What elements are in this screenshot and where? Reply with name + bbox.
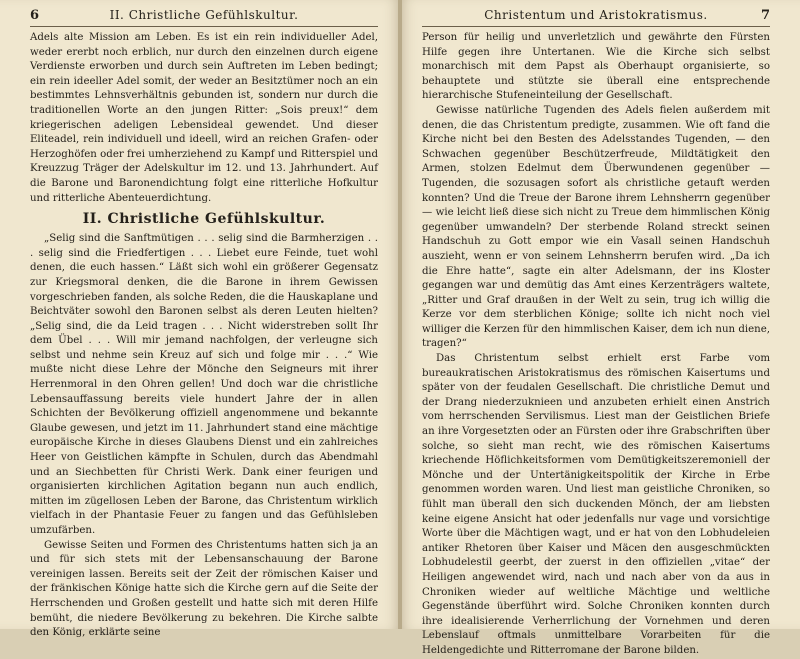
paragraph: Adels alte Mission am Leben. Es ist ein rein individueller Adel, weder ererbt noch erblich, nur durch den einzelnen durch eigene Verdienste erworben und durch sein Auftreten im Leben bedingt; ein rein ideeller Adel somit, der weder an Besitztümer noch an ein bestimmtes Lehnsverhältnis gebunden ist, sondern nur durch die traditionellen Worte an den jungen Ritter: „Sois preux!“ dem kriegerischen adeligen Lebensideal gewendet. Und dieser Eliteadel, rein individuell und ideell, wird an reichen Grafen- oder Herzoghöfen oder frei umherziehend zu Kampf und Ritterspiel und Kreuzzug Träger der Adelskultur im 12. und 13. Jahrhundert. Auf die Barone und Baronendichtung folgt eine ritterliche Hofkultur und ritterliche Abenteuerdichtung. [30, 32, 378, 204]
section-heading: II. Christliche Gefühlskultur. [82, 211, 326, 228]
page-number: 7 [760, 8, 770, 23]
running-head: II. Christliche Gefühlskultur. [109, 8, 299, 22]
paragraph: Person für heilig und unverletzlich und gewährte den Fürsten Hilfe gegen ihre Untertanen. Wie die Kirche sich selbst monarchisch mit dem Papst als Oberhaupt organisierte, so behauptete und stützte sie überall eine entsprechende hierarchische Stufeneinteilung der Gesellschaft. [422, 32, 770, 102]
right-page-header [422, 8, 770, 27]
page-number: 6 [30, 8, 40, 23]
book-gutter [398, 0, 402, 629]
right-page [400, 0, 800, 656]
paragraph: Das Christentum selbst erhielt erst Farbe vom bureaukratischen Aristokratismus des römischen Kaisertums und später von der feudalen Gesellschaft. Die christliche Demut und der Drang niederzuknieen und anzubeten erhielt einen Anstrich vom herrschenden Servilismus. Liest man der Geistlichen Briefe an ihre Vorgesetzten oder an Fürsten oder ihre Grabschriften über solche, so sieht man recht, wie des römischen Kaisertums kriechende Höflichkeitsformen vom Demütigkeitszeremoniell der Mönche und der Untertänigkeitspolitik der Kirche in Erbe genommen worden waren. Und liest man geistliche Chroniken, so fühlt man überall den sich duckenden Mönch, der am liebsten keine eigene Ansicht hat oder jedenfalls nur vage und vorsichtige Worte über die Mächtigen wagt, und er hat von den Lobhudeleien antiker Rhetoren über Kaiser und Mäcen den ausgeschmückten Lobhudelestil geerbt, der zuerst in den offiziellen „vitae“ der Heiligen angewendet wird, nach und nach aber von da aus in Chroniken wieder auf weltliche Mächtige und weltliche Gegenstände überführt wird. Solche Chroniken konnten durch ihre idealisierende Verherrlichung der Vornehmen und deren Lebenslauf oftmals unmittelbare Vorarbeiten für die Heldengedichte und Ritterromane der Barone bilden. [422, 353, 770, 656]
paragraph: „Selig sind die Sanftmütigen . . . selig sind die Barmherzigen . . . selig sind die Friedfertigen . . . Liebet eure Feinde, tuet wohl denen, die euch hassen.“ Läßt sich wohl ein größerer Gegensatz zur Kriegsmoral denken, die die Barone in ihrem Gewissen vorgeschrieben fanden, als solche Reden, die die Hauskaplane und Beichtväter sowohl den Baronen selbst als deren Leuten hielten? „Selig sind, die da Leid tragen . . . Nicht widerstreben sollt Ihr dem Übel . . . Will mir jemand nachfolgen, der verleugne sich selbst und nehme sein Kreuz auf sich und folge mir . . .“ Wie mußte nicht diese Lehre der Mönche den Seigneurs mit ihrer Herrenmoral in den Ohren gellen! Und doch war die christliche Lebensauffassung bereits viele hundert Jahre der in allen Schichten der Bevölkerung offiziell angenommene und bekannte Glaube gewesen, und jetzt im 11. Jahrhundert stand eine mächtige europäische Kirche in dieses Glaubens Dienst und ein zahlreiches Heer von Geistlichen kämpfte in Schulen, durch das Abendmahl und an Siechbetten für Christi Werk. Dank einer feurigen und organisierten kirchlichen Agitation begann nun auch endlich, mitten im zügellosen Leben der Barone, das Christentum wirklich vielfach in der Phantasie Feuer zu fangen und das Gefühlsleben umzufärben. [30, 233, 378, 536]
paragraph: Gewisse Seiten und Formen des Christentums hatten sich ja an und für sich stets mit der Lebensanschauung der Barone vereinigen lassen. Bereits seit der Zeit der römischen Kaiser und der fränkischen Könige hatte sich die Kirche gern auf die Seite der Herrschenden und Großen gestellt und hatte sich mit deren Hilfe bemüht, die niedere Bevölkerung zu bekehren. Die Kirche salbte den König, erklärte seine [30, 539, 378, 639]
left-page [0, 0, 400, 639]
paragraph: Gewisse natürliche Tugenden des Adels fielen außerdem mit denen, die das Christentum predigte, zusammen. Wie oft fand die Kirche nicht bei den Besten des Adelsstandes Tugenden, — den Schwachen gegenüber Beschützerfreude, Mildtätigkeit den Armen, stolzen Edelmut dem Überwundenen gegenüber — Tugenden, die sozusagen sofort als christliche getauft werden konnten? Und die Treue der Barone ihrem Lehnsherrn gegenüber — wie leicht ließ diese sich nicht zu Treue dem himmlischen König gegenüber umwandeln? Der sterbende Roland streckt seinen Handschuh zu Gott empor wie ein Vasall seinen Handschuh auszieht, wenn er von seinem Lehnsherrn berufen wird. „Da ich die Ehre hatte“, sagte ein alter Adelsmann, der ins Kloster gegangen war und demütig das Amt eines Kerzenträgers waltete, „Ritter und Graf draußen in der Welt zu sein, trug ich willig die Kerze vor dem sterblichen Könige; sollte ich nicht noch viel williger die Kerzen für den himmlischen Kaiser, dem ich nun diene, tragen?“ [422, 104, 770, 350]
running-head: Christentum und Aristokratismus. [484, 8, 708, 22]
left-page-header [30, 8, 378, 27]
